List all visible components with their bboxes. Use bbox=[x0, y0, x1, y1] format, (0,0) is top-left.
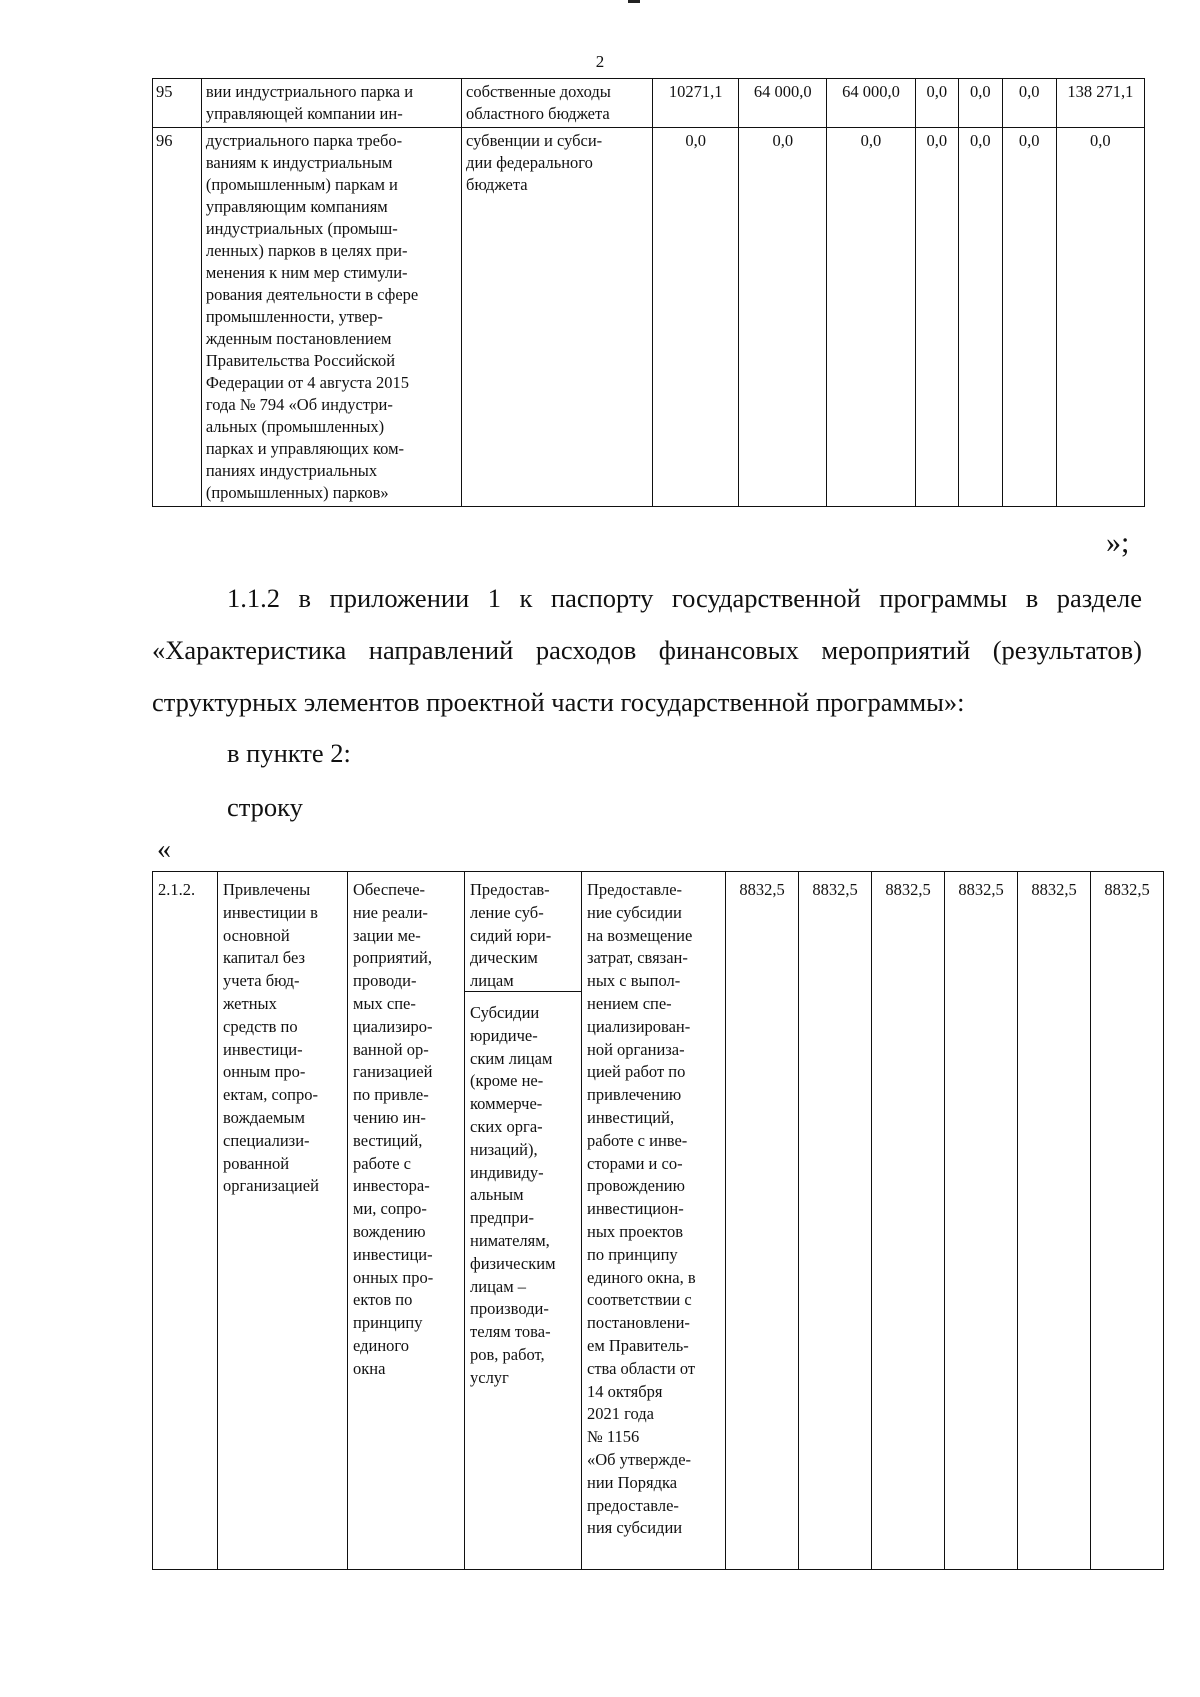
total-cell: 0,0 bbox=[1056, 128, 1144, 507]
value-cell: 64 000,0 bbox=[827, 79, 915, 128]
table-row bbox=[153, 79, 1145, 128]
value-cell: 10271,1 bbox=[653, 79, 739, 128]
point-paragraph: в пункте 2: bbox=[227, 738, 351, 768]
value-cell: 0,0 bbox=[1002, 79, 1056, 128]
row-number: 95 bbox=[153, 79, 202, 128]
closing-quote: »; bbox=[1106, 526, 1130, 559]
value-cell: 0,0 bbox=[827, 128, 915, 507]
top-edge-mark bbox=[628, 0, 640, 3]
value-cell: 64 000,0 bbox=[739, 79, 827, 128]
value-cell: 0,0 bbox=[739, 128, 827, 507]
continued-finance-table bbox=[152, 78, 1145, 507]
row-number: 96 bbox=[153, 128, 202, 507]
measure-description: дустриального парка требо- ваниям к индустриальным (промышленным) паркам и управляющим компаниям индустриальных (промыш- ленных) парков в целях при- менения к ним мер стимули- рования деятельности в сфере промышленности, утвер- жденным постановлением Правительства Российской Федерации от 4 августа 2015 года № 794 «Об индустри- альных (промышленных) парках и управляющих ком- паниях индустриальных (промышленных) парков» bbox=[201, 128, 461, 507]
amendment-paragraph: 1.1.2 в приложении 1 к паспорту государственной программы в разделе «Характеристика направлений расходов финансовых мероприятий (результатов) структурных элементов проектной части государственной программы»: bbox=[152, 583, 1142, 717]
value-cell: 0,0 bbox=[915, 128, 959, 507]
value-cell: 0,0 bbox=[959, 128, 1003, 507]
value-cell: 8832,5 bbox=[1018, 872, 1091, 1570]
value-cell: 8832,5 bbox=[799, 872, 872, 1570]
value-cell: 8832,5 bbox=[872, 872, 945, 1570]
value-cell: 0,0 bbox=[1002, 128, 1056, 507]
measure-description: вии индустриального парка и управляющей компании ин- bbox=[201, 79, 461, 128]
table-row bbox=[153, 872, 1164, 1570]
funding-source: субвенции и субси- дии федерального бюджета bbox=[462, 128, 653, 507]
item-code: 2.1.2. bbox=[153, 872, 218, 1570]
expense-description: Предоставле- ние субсидии на возмещение затрат, связан- ных с выпол- нением спе- циализирован- ной организа- цией работ по привлечению инвестиций, работе с инве- сторами и со- провождению инвестицион- ных проектов по принципу единого окна, в соответствии с постановлени- ем Правитель- ства области от 14 октября 2021 года № 1156 «Об утвержде- нии Порядка предоставле- ния субсидии bbox=[582, 872, 726, 1570]
value-cell: 8832,5 bbox=[1091, 872, 1164, 1570]
result-description: Привлечены инвестиции в основной капитал без учета бюд- жетных средств по инвестици- онным про- ектам, сопро- вождаемым специализи- рованной организацией bbox=[218, 872, 348, 1570]
value-cell: 8832,5 bbox=[945, 872, 1018, 1570]
value-cell: 0,0 bbox=[915, 79, 959, 128]
page-number: 2 bbox=[595, 52, 605, 71]
value-cell: 0,0 bbox=[959, 79, 1003, 128]
task-description: Обеспече- ние реали- зации ме- роприятий, проводи- мых спе- циализиро- ванной ор- ганизацией по привле- чению ин- вестиций, работе с инвестора- ми, сопро- вождению инвестици- онных про- ектов по принципу единого окна bbox=[348, 872, 465, 1570]
total-cell: 138 271,1 bbox=[1056, 79, 1144, 128]
value-cell: 8832,5 bbox=[726, 872, 799, 1570]
expense-direction-cell bbox=[465, 872, 582, 1570]
funding-source: собственные доходы областного бюджета bbox=[462, 79, 653, 128]
opening-quote: « bbox=[157, 834, 171, 865]
value-cell: 0,0 bbox=[653, 128, 739, 507]
expense-direction-table bbox=[152, 871, 1164, 1570]
subsidy-recipients: Субсидии юридиче- ским лицам (кроме не- коммерче- ских орга- низаций), индивиду- альным предпри- нимателям, физическим лицам – производи- телям това- ров, работ, услуг bbox=[470, 1003, 556, 1387]
line-paragraph: строку bbox=[227, 792, 303, 822]
expense-direction: Предостав- ление суб- сидий юри- дическим лицам bbox=[465, 872, 581, 992]
table-row bbox=[153, 128, 1145, 507]
